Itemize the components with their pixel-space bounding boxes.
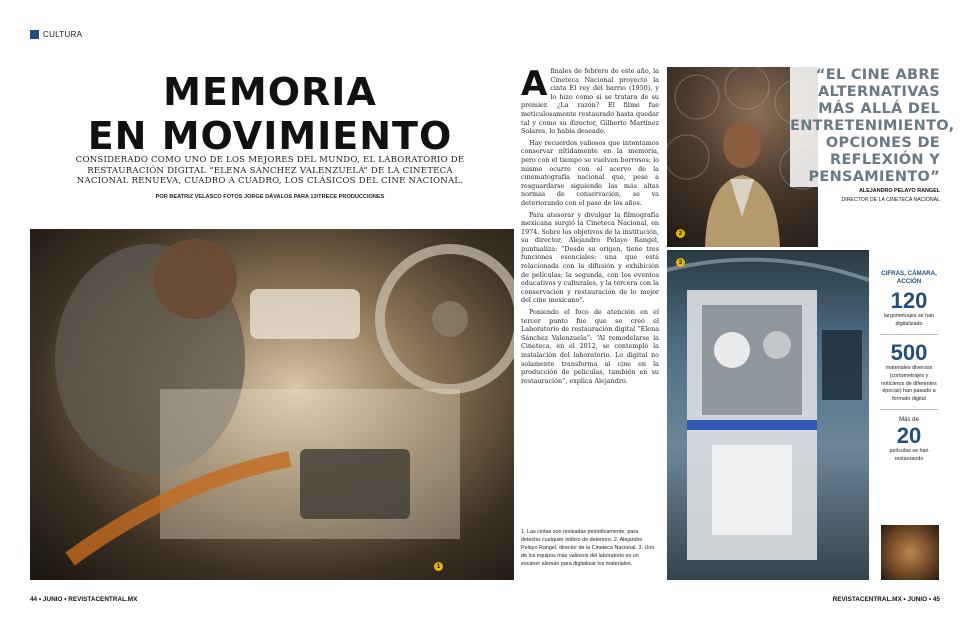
stat-text: largometrajes se han digitalizado: [883, 313, 935, 327]
photo-film-inspection: [30, 229, 514, 580]
article-title: [30, 70, 510, 158]
title-line-1: MEMORIA: [163, 70, 377, 114]
article-deck: CONSIDERADO COMO UNO DE LOS MEJORES DEL MUNDO, EL LABORATORIO DE RESTAURACIÓN DIGITAL “ELENA SÁNCHEZ VALENZUELA” DE LA CINETECA NACIONAL RENUEVA, CUADRO A CUADRO, LOS CLÁSICOS DEL CINE NACIONAL.: [75, 155, 465, 186]
stat-block: [878, 341, 940, 403]
stats-heading: CIFRAS, CÁMARA, ACCIÓN: [881, 270, 937, 285]
photo-number-badge: 2: [676, 229, 685, 238]
photo-film-scanner: [667, 250, 869, 580]
section-label: CULTURA: [43, 29, 83, 39]
stat-number: 20: [896, 423, 922, 449]
footer-right: REVISTACENTRAL.MX • JUNIO • 45: [832, 596, 940, 603]
stat-text: películas se han restaurando: [889, 448, 929, 462]
drop-cap: A: [521, 64, 548, 104]
stat-text: materiales diversos (cortometrajes y noticieros de diferentes épocas) han pasado a formato digital: [881, 365, 937, 402]
stat-number: 500: [890, 340, 928, 366]
section-tag: [30, 28, 82, 40]
body-paragraph: Poniendo el foco de atención en el tercer punto fue que se creó el Laboratorio de restauración digital “Elena Sánchez Valenzuela”: “Al remodelarse la Cineteca, en el 2012, se contempló la instalación del laboratorio. Lo digital no solamente transforma al cine en la producción de películas, también en su restauración”, explica Alejandro.: [521, 308, 659, 385]
pull-quote: “EL CINE ABRE ALTERNATIVAS MÁS ALLÁ DEL ENTRETENIMIENTO, OPCIONES DE REFLEXIÓN Y PENSAMIENTO”: [790, 67, 955, 185]
photo-film-reel: [881, 525, 939, 580]
photo-film-inspection-illustration: [30, 229, 514, 580]
article-byline: POR BEATRIZ VELASCO FOTOS JORGE DÁVALOS PARA 13/TRECE PRODUCCIONES: [155, 194, 385, 200]
quote-author: ALEJANDRO PELAYO RANGEL: [859, 188, 940, 194]
title-line-2: EN MOVIMIENTO: [87, 114, 453, 158]
stats-sidebar: [878, 270, 940, 464]
stat-block: [878, 289, 940, 328]
photo-scanner-illustration: [667, 250, 869, 580]
stat-number: 120: [890, 288, 928, 314]
photo-number-badge: 1: [434, 562, 443, 571]
body-paragraph: finales de febrero de este año, la Cineteca Nacional proyectó la cinta El rey del barrio (1950), y lo hizo como si se tratara de su premier. ¿La razón? El filme fue meticulosamente restaurado hasta quedar tal y como su director, Gilberto Martínez Solares, lo había deseado.: [521, 67, 659, 136]
stat-prefix: Más de: [899, 417, 919, 424]
footer-left: 44 • JUNIO • REVISTACENTRAL.MX: [30, 596, 138, 603]
photo-number-badge: 3: [676, 258, 685, 267]
stat-block: [878, 416, 940, 463]
body-paragraph: Hay recuerdos valiosos que intentamos conservar nítidamente en la memoria, pero con el tiempo se vuelven borrosos; lo mismo ocurre con el acervo de la cinematografía nacional que, pese a resguardarse siguiendo las más altas normas de conservación, se va deteriorando con el paso de los años.: [521, 138, 659, 207]
article-body: [521, 64, 659, 388]
section-marker-icon: [30, 30, 39, 39]
photo-captions: 1. Las cintas son revisadas periódicamente, para detectar cualquier indicio de deterioro. 2. Alejandro Pelayo Rangel, director de la Cineteca Nacional. 3. Uno de los equipos más valiosos del laboratorio es un escáner alemán para digitalizar los materiales.: [521, 529, 655, 567]
quote-author-role: DIRECTOR DE LA CINETECA NACIONAL: [841, 197, 940, 203]
stat-divider: [880, 409, 938, 410]
body-paragraph: Para atesorar y divulgar la filmografía mexicana surgió la Cineteca Nacional, en 1974. Sobre los objetivos de la institución, su director, Alejandro Pelayo Rangel, puntualiza: “Desde su origen, tiene tres funciones esenciales: una que está relacionada con la difusión y exhibición de películas; la segunda, con los eventos educativos y culturales, y la tercera con la conservación y restauración de lo mejor del cine mexicano”.: [521, 210, 659, 305]
stat-divider: [880, 334, 938, 335]
